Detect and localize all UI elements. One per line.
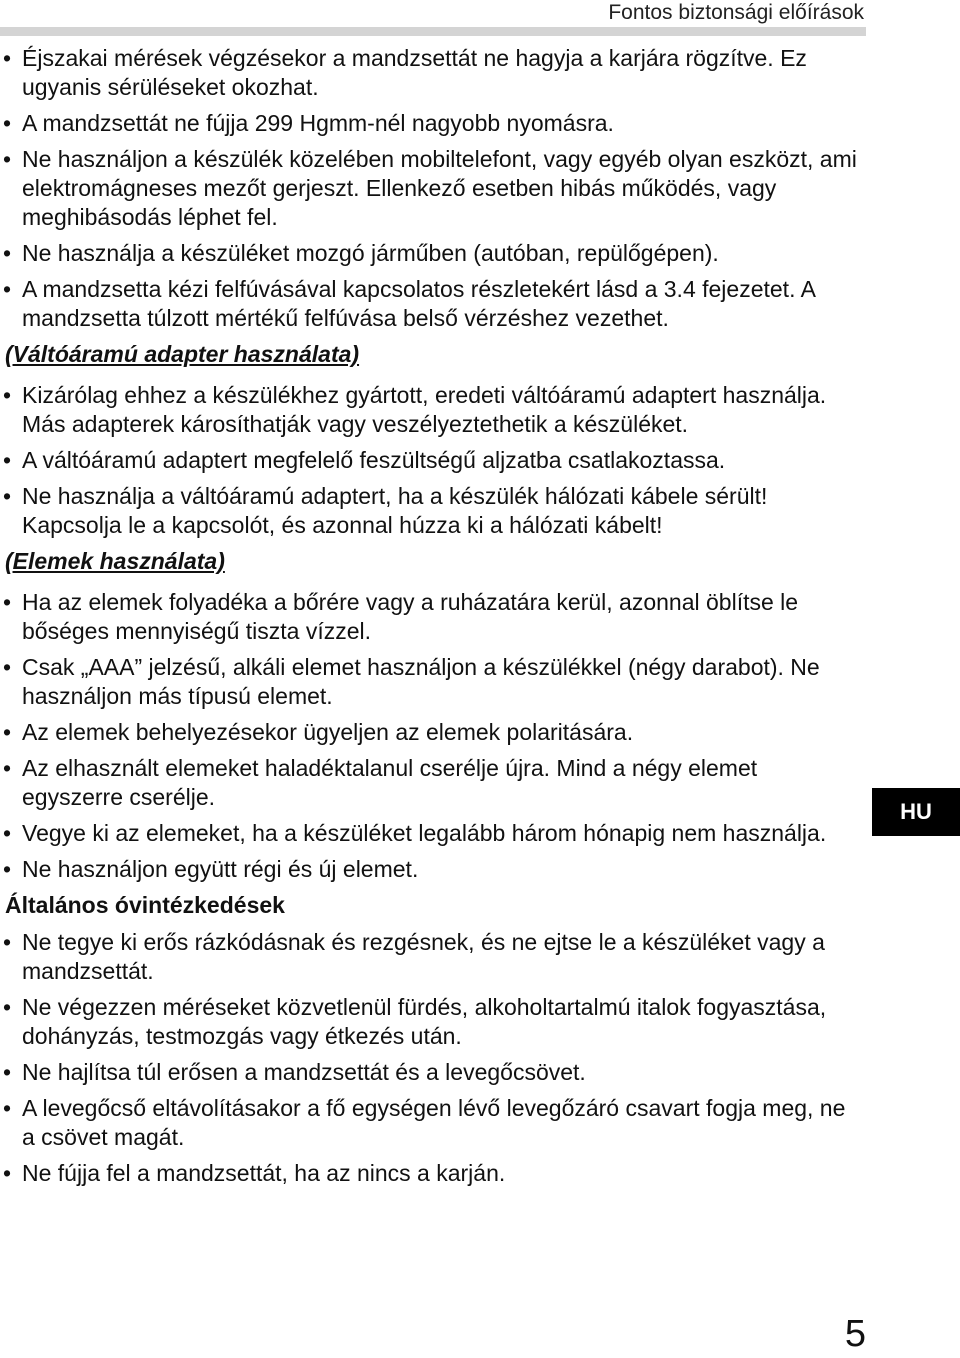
bullet-dot-icon: • xyxy=(3,382,12,408)
section xyxy=(3,340,863,540)
bullet-text: Ne hajlítsa túl erősen a mandzsettát és a levegőcsövet. xyxy=(22,1059,586,1085)
section xyxy=(3,891,863,1188)
bullet-item xyxy=(3,239,863,268)
bullet-dot-icon: • xyxy=(3,110,12,136)
bullet-dot-icon: • xyxy=(3,483,12,509)
bullet-text: A mandzsetta kézi felfúvásával kapcsolatos részletekért lásd a 3.4 fejezetet. A mandzsetta túlzott mértékű felfúvása belső vérzéshez vezethet. xyxy=(22,276,815,331)
bullet-dot-icon: • xyxy=(3,820,12,846)
bullet-dot-icon: • xyxy=(3,1059,12,1085)
bullet-text: Az elemek behelyezésekor ügyeljen az elemek polaritására. xyxy=(22,719,634,745)
running-header: Fontos biztonsági előírások xyxy=(608,1,864,24)
bullet-dot-icon: • xyxy=(3,856,12,882)
bullet-item xyxy=(3,1094,863,1152)
document-body xyxy=(3,44,863,1195)
page-number: 5 xyxy=(844,1313,866,1355)
bullet-item xyxy=(3,145,863,232)
bullet-text: Csak „AAA” jelzésű, alkáli elemet használjon a készülékkel (négy darabot). Ne használjon más típusú elemet. xyxy=(22,654,820,709)
bullet-dot-icon: • xyxy=(3,589,12,615)
bullet-item xyxy=(3,482,863,540)
bullet-dot-icon: • xyxy=(3,240,12,266)
bullet-text: Ne használja a készüléket mozgó járműben (autóban, repülőgépen). xyxy=(22,240,719,266)
bullet-item xyxy=(3,928,863,986)
bullet-dot-icon: • xyxy=(3,447,12,473)
bullet-dot-icon: • xyxy=(3,929,12,955)
bullet-dot-icon: • xyxy=(3,755,12,781)
bullet-item xyxy=(3,1058,863,1087)
language-tab: HU xyxy=(872,788,960,836)
bullet-text: Kizárólag ehhez a készülékhez gyártott, eredeti váltóáramú adaptert használja. Más adapterek károsíthatják vagy veszélyeztethetik a készüléket. xyxy=(22,382,827,437)
bullet-text: A váltóáramú adaptert megfelelő feszültségű aljzatba csatlakoztassa. xyxy=(22,447,726,473)
bullet-item xyxy=(3,819,863,848)
section-heading: (Váltóáramú adapter használata) xyxy=(5,341,360,367)
bullet-dot-icon: • xyxy=(3,276,12,302)
bullet-item xyxy=(3,754,863,812)
bullet-text: A mandzsettát ne fújja 299 Hgmm-nél nagyobb nyomásra. xyxy=(22,110,614,136)
bullet-dot-icon: • xyxy=(3,45,12,71)
bullet-item xyxy=(3,653,863,711)
bullet-dot-icon: • xyxy=(3,1160,12,1186)
bullet-text: Ha az elemek folyadéka a bőrére vagy a ruházatára kerül, azonnal öblítse le bőséges mennyiségű tiszta vízzel. xyxy=(22,589,799,644)
bullet-item xyxy=(3,855,863,884)
bullet-dot-icon: • xyxy=(3,719,12,745)
bullet-item xyxy=(3,588,863,646)
bullet-item xyxy=(3,381,863,439)
bullet-text: Ne használjon együtt régi és új elemet. xyxy=(22,856,419,882)
bullet-text: Ne használja a váltóáramú adaptert, ha a készülék hálózati kábele sérült! Kapcsolja le a kapcsolót, és azonnal húzza ki a hálózati kábelt! xyxy=(22,483,768,538)
bullet-text: Az elhasznált elemeket haladéktalanul cserélje újra. Mind a négy elemet egyszerre cserélje. xyxy=(22,755,758,810)
bullet-item xyxy=(3,44,863,102)
bullet-dot-icon: • xyxy=(3,994,12,1020)
bullet-dot-icon: • xyxy=(3,146,12,172)
bullet-text: Ne használjon a készülék közelében mobiltelefont, vagy egyéb olyan eszközt, ami elektromágneses mezőt gerjeszt. Ellenkező esetben hibás működés, vagy meghibásodás léphet fel. xyxy=(22,146,857,230)
bullet-text: A levegőcső eltávolításakor a fő egységen lévő levegőzáró csavart fogja meg, ne a csövet magát. xyxy=(22,1095,846,1150)
bullet-dot-icon: • xyxy=(3,654,12,680)
header-rule xyxy=(0,27,866,36)
bullet-dot-icon: • xyxy=(3,1095,12,1121)
bullet-text: Vegye ki az elemeket, ha a készüléket legalább három hónapig nem használja. xyxy=(22,820,827,846)
bullet-text: Éjszakai mérések végzésekor a mandzsettát ne hagyja a karjára rögzítve. Ez ugyanis sérüléseket okozhat. xyxy=(22,45,807,100)
section-heading: (Elemek használata) xyxy=(5,548,225,574)
bullet-text: Ne tegye ki erős rázkódásnak és rezgésnek, és ne ejtse le a készüléket vagy a mandzsettát. xyxy=(22,929,825,984)
bullet-text: Ne fújja fel a mandzsettát, ha az nincs a karján. xyxy=(22,1160,506,1186)
bullet-item xyxy=(3,109,863,138)
bullet-item xyxy=(3,993,863,1051)
section xyxy=(3,547,863,884)
bullet-item xyxy=(3,275,863,333)
section xyxy=(3,44,863,333)
bullet-item xyxy=(3,1159,863,1188)
bullet-text: Ne végezzen méréseket közvetlenül fürdés, alkoholtartalmú italok fogyasztása, dohányzás, testmozgás vagy étkezés után. xyxy=(22,994,827,1049)
bullet-item xyxy=(3,718,863,747)
section-heading: Általános óvintézkedések xyxy=(5,892,285,918)
bullet-item xyxy=(3,446,863,475)
